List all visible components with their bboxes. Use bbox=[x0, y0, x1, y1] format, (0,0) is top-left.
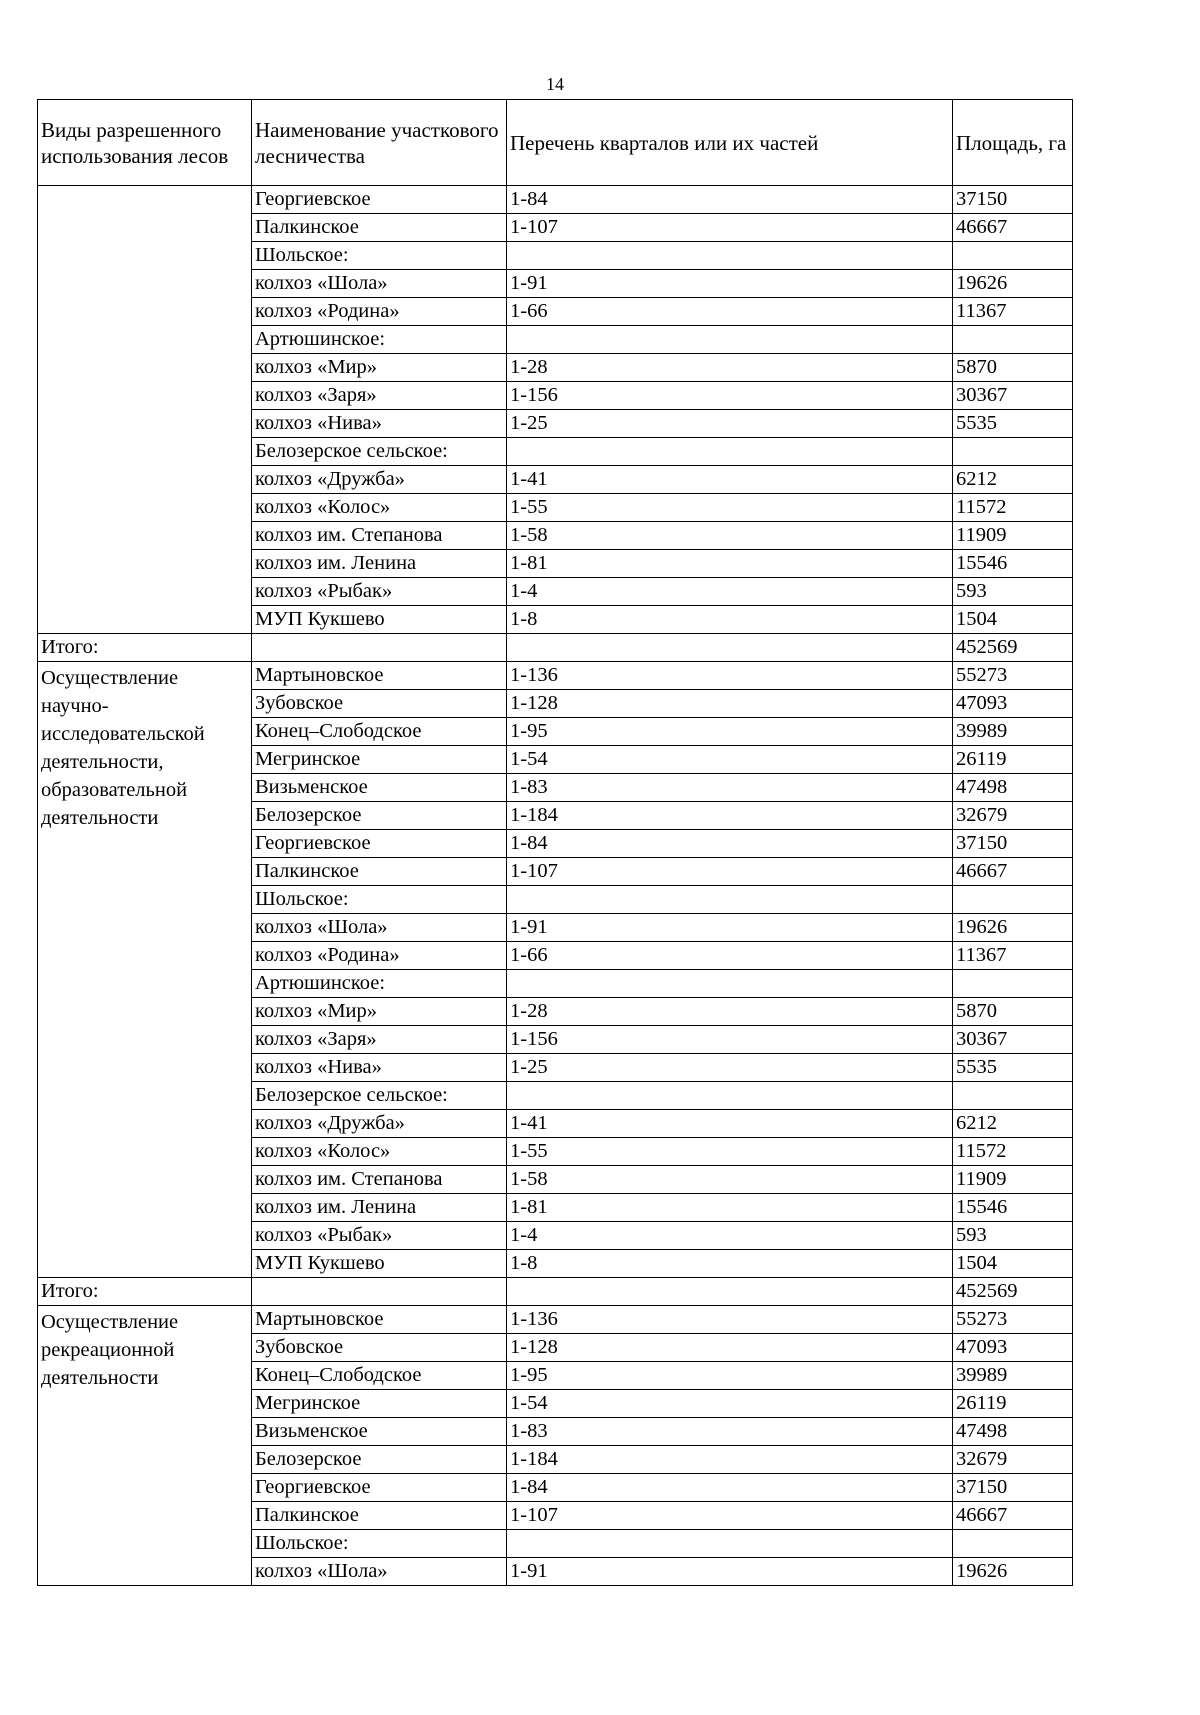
forestry-name-cell: Георгиевское bbox=[252, 1474, 507, 1502]
page-number: 14 bbox=[546, 74, 564, 94]
quarters-cell: 1-128 bbox=[507, 1334, 953, 1362]
forestry-name-cell: колхоз им. Степанова bbox=[252, 522, 507, 550]
forestry-name-cell: колхоз «Нива» bbox=[252, 1054, 507, 1082]
table-row bbox=[38, 662, 1073, 690]
empty-cell bbox=[252, 634, 507, 662]
forestry-name-cell: Георгиевское bbox=[252, 186, 507, 214]
area-cell: 37150 bbox=[953, 830, 1073, 858]
forestry-name-cell: Артюшинское: bbox=[252, 970, 507, 998]
table-row bbox=[38, 1306, 1073, 1334]
quarters-cell: 1-83 bbox=[507, 1418, 953, 1446]
quarters-cell: 1-58 bbox=[507, 1166, 953, 1194]
area-cell: 19626 bbox=[953, 914, 1073, 942]
area-cell: 11367 bbox=[953, 298, 1073, 326]
area-cell: 47093 bbox=[953, 690, 1073, 718]
area-cell: 1504 bbox=[953, 1250, 1073, 1278]
area-cell: 46667 bbox=[953, 214, 1073, 242]
area-cell: 11367 bbox=[953, 942, 1073, 970]
forestry-name-cell: колхоз «Заря» bbox=[252, 382, 507, 410]
area-cell: 593 bbox=[953, 578, 1073, 606]
forestry-name-cell: Мегринское bbox=[252, 746, 507, 774]
quarters-cell bbox=[507, 242, 953, 270]
area-cell bbox=[953, 326, 1073, 354]
area-cell bbox=[953, 886, 1073, 914]
forestry-name-cell: Шольское: bbox=[252, 242, 507, 270]
quarters-cell: 1-107 bbox=[507, 858, 953, 886]
area-cell: 5870 bbox=[953, 998, 1073, 1026]
area-cell: 15546 bbox=[953, 550, 1073, 578]
quarters-cell bbox=[507, 438, 953, 466]
quarters-cell: 1-4 bbox=[507, 1222, 953, 1250]
forestry-name-cell: Шольское: bbox=[252, 1530, 507, 1558]
header-area: Площадь, га bbox=[953, 100, 1073, 186]
header-usage: Виды разрешенного использования лесов bbox=[38, 100, 252, 186]
total-row bbox=[38, 1278, 1073, 1306]
area-cell: 39989 bbox=[953, 1362, 1073, 1390]
area-cell: 26119 bbox=[953, 746, 1073, 774]
forestry-name-cell: колхоз «Шола» bbox=[252, 1558, 507, 1586]
total-value: 452569 bbox=[953, 1278, 1073, 1306]
forestry-name-cell: колхоз «Родина» bbox=[252, 942, 507, 970]
area-cell: 55273 bbox=[953, 662, 1073, 690]
area-cell: 1504 bbox=[953, 606, 1073, 634]
forestry-name-cell: Палкинское bbox=[252, 858, 507, 886]
quarters-cell: 1-84 bbox=[507, 830, 953, 858]
area-cell: 37150 bbox=[953, 1474, 1073, 1502]
quarters-cell: 1-84 bbox=[507, 186, 953, 214]
forestry-name-cell: МУП Кукшево bbox=[252, 1250, 507, 1278]
quarters-cell: 1-58 bbox=[507, 522, 953, 550]
area-cell: 32679 bbox=[953, 802, 1073, 830]
quarters-cell: 1-136 bbox=[507, 1306, 953, 1334]
area-cell: 5535 bbox=[953, 410, 1073, 438]
quarters-cell: 1-136 bbox=[507, 662, 953, 690]
forestry-name-cell: Белозерское сельское: bbox=[252, 1082, 507, 1110]
forestry-name-cell: колхоз «Дружба» bbox=[252, 1110, 507, 1138]
area-cell: 47498 bbox=[953, 1418, 1073, 1446]
area-cell: 5535 bbox=[953, 1054, 1073, 1082]
area-cell: 19626 bbox=[953, 270, 1073, 298]
quarters-cell: 1-8 bbox=[507, 1250, 953, 1278]
area-cell: 55273 bbox=[953, 1306, 1073, 1334]
quarters-cell: 1-66 bbox=[507, 942, 953, 970]
quarters-cell bbox=[507, 1082, 953, 1110]
quarters-cell: 1-107 bbox=[507, 1502, 953, 1530]
quarters-cell: 1-91 bbox=[507, 1558, 953, 1586]
area-cell: 6212 bbox=[953, 466, 1073, 494]
header-row bbox=[38, 100, 1073, 186]
area-cell bbox=[953, 1530, 1073, 1558]
forestry-name-cell: колхоз «Шола» bbox=[252, 914, 507, 942]
forestry-name-cell: Белозерское сельское: bbox=[252, 438, 507, 466]
quarters-cell: 1-8 bbox=[507, 606, 953, 634]
forestry-name-cell: Белозерское bbox=[252, 802, 507, 830]
forestry-name-cell: Мартыновское bbox=[252, 662, 507, 690]
area-cell bbox=[953, 970, 1073, 998]
area-cell bbox=[953, 1082, 1073, 1110]
area-cell: 26119 bbox=[953, 1390, 1073, 1418]
header-quarters: Перечень кварталов или их частей bbox=[507, 100, 953, 186]
table-body bbox=[38, 100, 1073, 1586]
forestry-name-cell: Конец–Слободское bbox=[252, 1362, 507, 1390]
forestry-name-cell: МУП Кукшево bbox=[252, 606, 507, 634]
forestry-name-cell: Артюшинское: bbox=[252, 326, 507, 354]
forestry-name-cell: колхоз «Дружба» bbox=[252, 466, 507, 494]
area-cell: 19626 bbox=[953, 1558, 1073, 1586]
quarters-cell: 1-81 bbox=[507, 1194, 953, 1222]
quarters-cell: 1-107 bbox=[507, 214, 953, 242]
quarters-cell: 1-41 bbox=[507, 466, 953, 494]
quarters-cell: 1-156 bbox=[507, 382, 953, 410]
forestry-name-cell: Визьменское bbox=[252, 1418, 507, 1446]
area-cell bbox=[953, 242, 1073, 270]
quarters-cell: 1-28 bbox=[507, 354, 953, 382]
area-cell: 15546 bbox=[953, 1194, 1073, 1222]
total-label: Итого: bbox=[38, 1278, 252, 1306]
forestry-name-cell: колхоз им. Ленина bbox=[252, 1194, 507, 1222]
forest-usage-table bbox=[37, 99, 1073, 1586]
quarters-cell: 1-81 bbox=[507, 550, 953, 578]
total-label: Итого: bbox=[38, 634, 252, 662]
quarters-cell: 1-128 bbox=[507, 690, 953, 718]
forestry-name-cell: Мартыновское bbox=[252, 1306, 507, 1334]
empty-cell bbox=[507, 1278, 953, 1306]
quarters-cell: 1-184 bbox=[507, 1446, 953, 1474]
quarters-cell: 1-91 bbox=[507, 270, 953, 298]
quarters-cell: 1-84 bbox=[507, 1474, 953, 1502]
quarters-cell bbox=[507, 1530, 953, 1558]
area-cell: 37150 bbox=[953, 186, 1073, 214]
quarters-cell bbox=[507, 886, 953, 914]
forestry-name-cell: колхоз им. Степанова bbox=[252, 1166, 507, 1194]
quarters-cell: 1-54 bbox=[507, 1390, 953, 1418]
forestry-name-cell: колхоз «Рыбак» bbox=[252, 578, 507, 606]
area-cell: 11572 bbox=[953, 1138, 1073, 1166]
forestry-name-cell: Палкинское bbox=[252, 214, 507, 242]
quarters-cell: 1-95 bbox=[507, 718, 953, 746]
forestry-name-cell: Мегринское bbox=[252, 1390, 507, 1418]
forestry-name-cell: Шольское: bbox=[252, 886, 507, 914]
area-cell: 39989 bbox=[953, 718, 1073, 746]
quarters-cell: 1-95 bbox=[507, 1362, 953, 1390]
total-row bbox=[38, 634, 1073, 662]
area-cell: 6212 bbox=[953, 1110, 1073, 1138]
quarters-cell: 1-41 bbox=[507, 1110, 953, 1138]
area-cell: 47093 bbox=[953, 1334, 1073, 1362]
forestry-name-cell: колхоз «Мир» bbox=[252, 354, 507, 382]
empty-cell bbox=[507, 634, 953, 662]
forestry-name-cell: колхоз «Колос» bbox=[252, 494, 507, 522]
quarters-cell: 1-184 bbox=[507, 802, 953, 830]
quarters-cell: 1-66 bbox=[507, 298, 953, 326]
total-value: 452569 bbox=[953, 634, 1073, 662]
forestry-name-cell: колхоз «Шола» bbox=[252, 270, 507, 298]
area-cell bbox=[953, 438, 1073, 466]
forestry-name-cell: Георгиевское bbox=[252, 830, 507, 858]
quarters-cell: 1-55 bbox=[507, 1138, 953, 1166]
usage-type-cell bbox=[38, 186, 252, 634]
area-cell: 46667 bbox=[953, 1502, 1073, 1530]
area-cell: 5870 bbox=[953, 354, 1073, 382]
quarters-cell: 1-25 bbox=[507, 1054, 953, 1082]
forestry-name-cell: колхоз «Мир» bbox=[252, 998, 507, 1026]
quarters-cell: 1-156 bbox=[507, 1026, 953, 1054]
area-cell: 11909 bbox=[953, 522, 1073, 550]
forestry-name-cell: колхоз им. Ленина bbox=[252, 550, 507, 578]
forestry-name-cell: колхоз «Заря» bbox=[252, 1026, 507, 1054]
quarters-cell bbox=[507, 326, 953, 354]
quarters-cell: 1-25 bbox=[507, 410, 953, 438]
forestry-name-cell: колхоз «Родина» bbox=[252, 298, 507, 326]
forestry-name-cell: колхоз «Колос» bbox=[252, 1138, 507, 1166]
quarters-cell: 1-4 bbox=[507, 578, 953, 606]
area-cell: 47498 bbox=[953, 774, 1073, 802]
usage-type-cell: Осуществление рекреационной деятельности bbox=[38, 1306, 252, 1586]
quarters-cell: 1-83 bbox=[507, 774, 953, 802]
forestry-name-cell: Зубовское bbox=[252, 1334, 507, 1362]
empty-cell bbox=[252, 1278, 507, 1306]
quarters-cell bbox=[507, 970, 953, 998]
quarters-cell: 1-55 bbox=[507, 494, 953, 522]
area-cell: 11572 bbox=[953, 494, 1073, 522]
area-cell: 32679 bbox=[953, 1446, 1073, 1474]
area-cell: 46667 bbox=[953, 858, 1073, 886]
header-forestry: Наименование участкового лесничества bbox=[252, 100, 507, 186]
area-cell: 11909 bbox=[953, 1166, 1073, 1194]
forestry-name-cell: колхоз «Нива» bbox=[252, 410, 507, 438]
usage-type-cell: Осуществление научно-исследовательской деятельности, образовательной деятельности bbox=[38, 662, 252, 1278]
quarters-cell: 1-54 bbox=[507, 746, 953, 774]
forestry-name-cell: Зубовское bbox=[252, 690, 507, 718]
area-cell: 30367 bbox=[953, 1026, 1073, 1054]
quarters-cell: 1-91 bbox=[507, 914, 953, 942]
forestry-name-cell: колхоз «Рыбак» bbox=[252, 1222, 507, 1250]
area-cell: 30367 bbox=[953, 382, 1073, 410]
forestry-name-cell: Визьменское bbox=[252, 774, 507, 802]
table-row bbox=[38, 186, 1073, 214]
forestry-name-cell: Палкинское bbox=[252, 1502, 507, 1530]
area-cell: 593 bbox=[953, 1222, 1073, 1250]
forestry-name-cell: Конец–Слободское bbox=[252, 718, 507, 746]
forestry-name-cell: Белозерское bbox=[252, 1446, 507, 1474]
quarters-cell: 1-28 bbox=[507, 998, 953, 1026]
